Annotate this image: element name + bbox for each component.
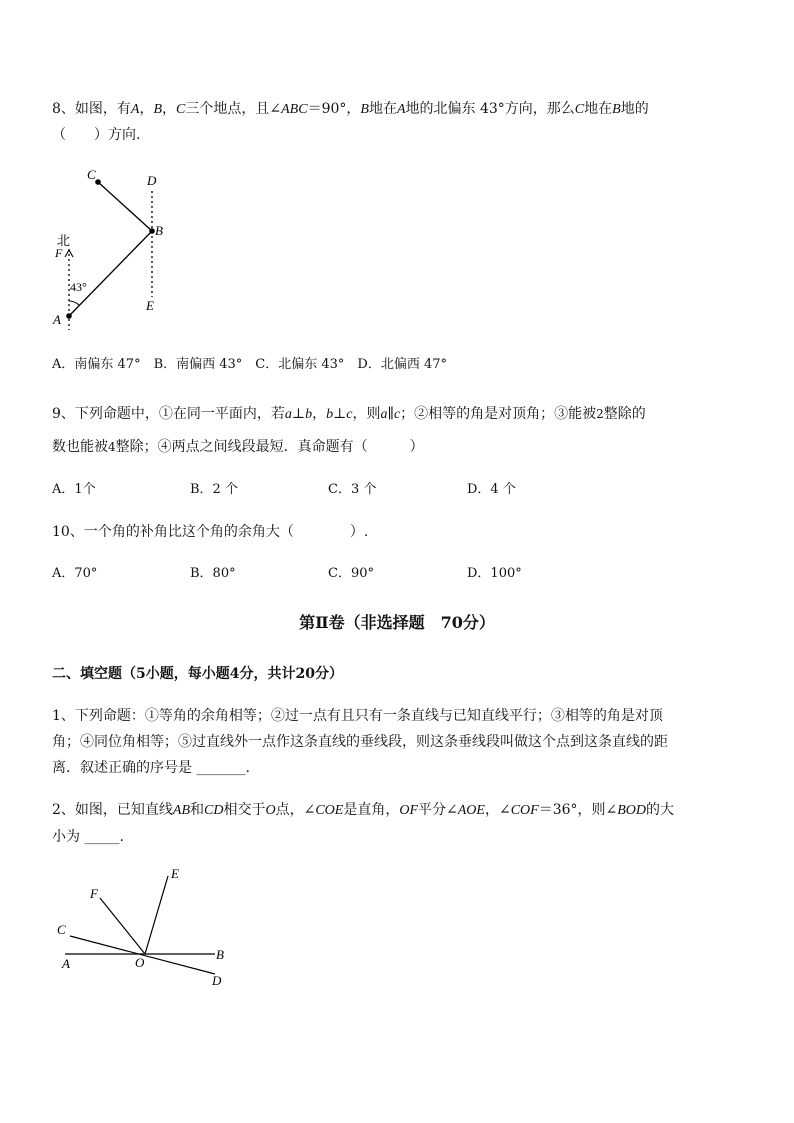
section-title: 第Ⅱ卷（非选择题 70分） [299, 613, 495, 632]
f1-line3: 离．叙述正确的序号是 _______. [52, 760, 250, 776]
f2-label-A: A [62, 956, 70, 971]
q8-figure [50, 165, 180, 330]
q10-option-a[interactable]: A．70° [52, 566, 98, 581]
q8-label-F: F [55, 246, 63, 260]
q9-option-a[interactable]: A．1个 [52, 482, 96, 497]
q8-label-E: E [146, 298, 154, 313]
q9-option-d[interactable]: D．4 个 [467, 482, 516, 497]
f2-label-E: E [171, 866, 179, 881]
f2-line1: 2、如图，已知直线AB和CD相交于O点，∠COE是直角，OF平分∠AOE，∠COF＝36°，则∠BOD的大 [52, 802, 675, 818]
q8-label-C: C [87, 167, 96, 182]
f2-line2: 小为 _____. [52, 829, 124, 845]
f2-label-D: D [212, 973, 222, 988]
q10-option-b[interactable]: B．80° [190, 566, 236, 581]
q10-stem: 10、一个角的补角比这个角的余角大（ ）. [52, 524, 369, 540]
q10-option-c[interactable]: C．90° [328, 566, 374, 581]
q8-label-north: 北 [57, 234, 71, 249]
q8-label-D: D [147, 173, 157, 188]
f1-line2: 角；④同位角相等；⑤过直线外一点作这条直线的垂线段，则这条垂线段叫做这个点到这条直线的距 [52, 734, 668, 750]
q9-stem-line1: 9、下列命题中，①在同一平面内，若a⊥b，b⊥c，则a∥c；②相等的角是对顶角；③能被2整除的 [52, 406, 646, 422]
f2-label-C: C [57, 922, 66, 937]
q9-option-c[interactable]: C．3 个 [328, 482, 377, 497]
q9-stem-line2: 数也能被4整除；④两点之间线段最短．真命题有（ ） [52, 439, 424, 455]
q10-option-d[interactable]: D．100° [467, 566, 522, 581]
q8-stem-line1: 8、如图，有A，B，C三个地点，且∠ABC＝90°，B地在A地的北偏东 43°方向，那么C地在B地的 [52, 101, 649, 117]
q8-label-angle: 43° [70, 280, 87, 294]
part-title: 二、填空题（5小题，每小题4分，共计20分） [52, 666, 343, 682]
q8-options[interactable]: A．南偏东 47° B．南偏西 43° C．北偏东 43° D．北偏西 47° [52, 357, 448, 372]
f2-label-B: B [216, 947, 224, 962]
f2-label-F: F [90, 886, 98, 901]
f2-figure [50, 860, 240, 1000]
q9-option-b[interactable]: B．2 个 [190, 482, 238, 497]
f1-line1: 1、下列命题：①等角的余角相等；②过一点有且只有一条直线与已知直线平行；③相等的角是对顶 [52, 708, 663, 724]
q8-stem-line2: （ ）方向. [52, 127, 141, 143]
q8-label-B: B [155, 223, 163, 238]
q8-label-A: A [53, 312, 61, 327]
f2-label-O: O [135, 955, 145, 970]
